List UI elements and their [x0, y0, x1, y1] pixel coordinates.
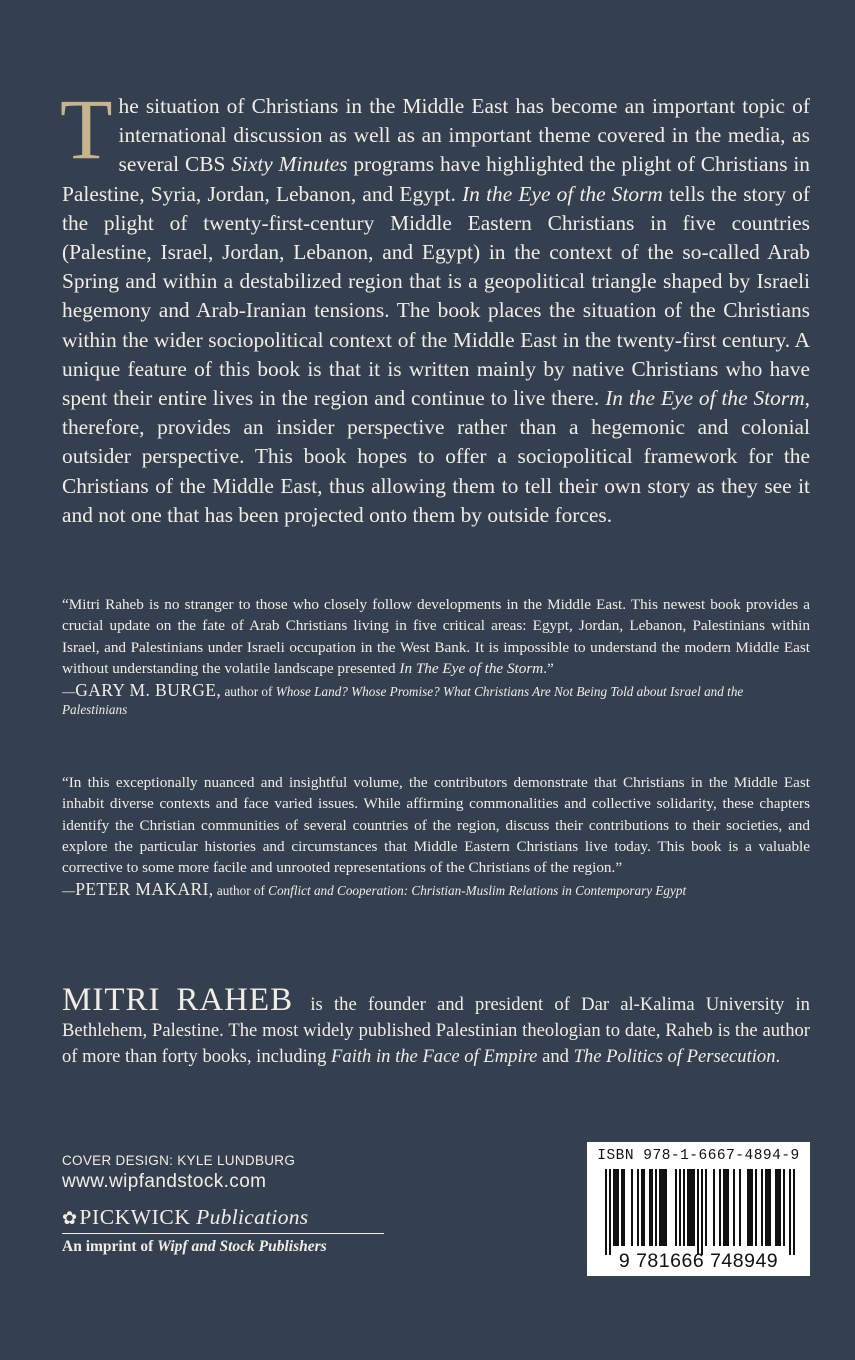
text-segment: Sixty Minutes: [231, 152, 348, 177]
endorsement-makari: [62, 772, 810, 900]
barcode-bar: [701, 1169, 703, 1255]
barcode-bar: [723, 1169, 725, 1246]
barcode-bar: [609, 1169, 611, 1255]
barcode-bar: [727, 1169, 729, 1246]
barcode-bar: [779, 1169, 781, 1246]
barcode-bar: [697, 1169, 699, 1255]
barcode-bar: [637, 1169, 639, 1246]
text-segment: “In this exceptionally nuanced and insightful volume, the contributors demonstrate that Christians in the Middle East inhabit diverse contexts and face varied issues. While affirming commonalities and collective solidarity, these chapters identify the Christian communities of several countries of the region, discuss their contributions to their societies, and explore the particular histories and circumstances that Middle Eastern Christians live today. This book is a valuable corrective to some more facile and unrooted representations of the Christians of the region.”: [62, 774, 810, 877]
barcode-bar: [691, 1169, 693, 1246]
endorsement-burge: [62, 594, 810, 719]
text-segment: .: [775, 1046, 781, 1068]
text-segment: programs have highlighted the plight of Christians in Palestine, Syria, Jordan, Lebanon, and Egypt.: [62, 152, 810, 206]
text-segment: In the Eye of the Storm: [605, 386, 805, 411]
endorsement-attribution: [62, 880, 810, 900]
attribution-dash: —: [62, 684, 76, 700]
text-segment: he situation of Christians in the Middle East has become an important topic of international discussion as well as an important theme covered in the media, as several CBS: [118, 94, 810, 177]
barcode-bar: [675, 1169, 677, 1246]
attribution-dash: —: [62, 883, 76, 899]
barcode-bar: [631, 1169, 633, 1246]
barcode-bar: [713, 1169, 715, 1246]
imprint-line: [62, 1238, 327, 1256]
author-name: MITRI RAHEB: [62, 982, 294, 1018]
barcode-bar: [733, 1169, 735, 1246]
barcode-bar: [615, 1169, 617, 1246]
endorsement-text: [62, 594, 810, 679]
barcode-bar: [663, 1169, 665, 1246]
barcode-bar: [617, 1169, 619, 1246]
text-segment: and: [537, 1046, 574, 1068]
endorser-work: Whose Land? Whose Promise? What Christians Are Not Being Told about Israel and the Palestinians: [62, 684, 744, 718]
barcode-bar: [605, 1169, 607, 1255]
barcode-bar: [661, 1169, 663, 1246]
barcode-bar: [725, 1169, 727, 1246]
barcode-bar: [679, 1169, 681, 1246]
back-cover-blurb: [60, 81, 810, 530]
leaf-icon: ✿: [62, 1208, 78, 1228]
text-segment: In The Eye of the Storm: [399, 659, 544, 677]
barcode-bar: [767, 1169, 769, 1246]
endorser-name: PETER MAKARI,: [75, 879, 214, 900]
publisher-name-caps: PICKWICK: [79, 1205, 191, 1229]
endorsement-attribution: [62, 681, 810, 719]
barcode-bar: [689, 1169, 691, 1246]
endorser-role: author of: [221, 684, 276, 700]
barcode-bar: [751, 1169, 753, 1246]
publisher-name-italic: Publications: [190, 1205, 309, 1229]
barcode-bar: [665, 1169, 667, 1246]
cover-design-credit: COVER DESIGN: KYLE LUNDBURG: [62, 1153, 296, 1168]
barcode-bar: [747, 1169, 749, 1246]
endorser-role: author of: [213, 883, 269, 899]
barcode-bar: [683, 1169, 685, 1246]
barcode-bar: [739, 1169, 741, 1246]
barcode-bar: [719, 1169, 721, 1246]
text-segment: tells the story of the plight of twenty-first-century Middle Eastern Christians in five countries (Palestine, Israel, Jordan, Lebanon, and Egypt) in the context of the so-called Arab Spring and within a destabilized region that is a geopolitical triangle shaped by Israeli hegemony and Arab-Iranian tensions. The book places the situation of the Christians within the wider sociopolitical context of the Middle East in the twenty-first century. A unique feature of this book is that it is written mainly by native Christians who have spent their entire lives in the region and continue to live there.: [62, 181, 810, 411]
barcode-bar: [775, 1169, 777, 1246]
barcode-bar: [705, 1169, 707, 1246]
barcode-bar: [621, 1169, 623, 1246]
text-segment: , therefore, provides an insider perspective rather than a hegemonic and colonial outsider perspective. This book hopes to offer a sociopolitical framework for the Christians of the Middle East, thus allowing them to tell their own story as they see it and not one that has been projected onto them by outside forces.: [62, 386, 810, 527]
imprint-prefix: An imprint of: [62, 1238, 158, 1255]
publisher-website: www.wipfandstock.com: [62, 1171, 267, 1192]
barcode-bar: [783, 1169, 785, 1246]
barcode-bar: [777, 1169, 779, 1246]
text-segment: Faith in the Face of Empire: [331, 1046, 538, 1068]
barcode-bar: [769, 1169, 771, 1246]
blurb-text: [60, 81, 810, 527]
barcode-bar: [659, 1169, 661, 1246]
barcode-bar: [755, 1169, 757, 1246]
drop-cap: T: [60, 81, 113, 177]
barcode-bar: [643, 1169, 645, 1246]
endorser-work: Conflict and Cooperation: Christian-Muslim Relations in Contemporary Egypt: [268, 883, 687, 899]
endorsement-text: [62, 772, 810, 878]
barcode-bar: [655, 1169, 657, 1246]
isbn-barcode: [587, 1142, 810, 1276]
barcode-bar: [793, 1169, 795, 1255]
barcode-bar: [761, 1169, 763, 1246]
barcode-bar: [651, 1169, 653, 1246]
ean-digits: 9 781666 748949: [618, 1250, 779, 1272]
barcode-bar: [641, 1169, 643, 1246]
barcode-bar: [749, 1169, 751, 1246]
barcode-bar: [687, 1169, 689, 1246]
text-segment: The Politics of Persecution: [573, 1046, 776, 1068]
barcode-bar: [623, 1169, 625, 1246]
text-segment: is the founder and president of Dar al-Kalima University in Bethlehem, Palestine. The most widely published Palestinian theologian to date, Raheb is the author of more than forty books, including: [62, 994, 810, 1068]
barcode-bar: [765, 1169, 767, 1246]
barcode-bar: [693, 1169, 695, 1246]
barcode-bar: [789, 1169, 791, 1255]
publisher-logo: [62, 1205, 384, 1234]
text-segment: “Mitri Raheb is no stranger to those who closely follow developments in the Middle East. This newest book provides a crucial update on the fate of Arab Christians living in five critical areas: Egypt, Jordan, Lebanon, Palestinians within Israel, and Palestinians under Israeli occupation in the West Bank. It is impossible to understand the modern Middle East without understanding the volatile landscape presented: [62, 596, 810, 677]
barcode-bar: [649, 1169, 651, 1246]
text-segment: .”: [543, 659, 554, 677]
endorser-name: GARY M. BURGE,: [75, 680, 222, 701]
barcode-bar: [613, 1169, 615, 1246]
text-segment: In the Eye of the Storm: [462, 181, 663, 206]
author-bio: [62, 982, 810, 1071]
isbn-label: ISBN 978-1-6667-4894-9: [597, 1148, 800, 1164]
imprint-name: Wipf and Stock Publishers: [157, 1238, 327, 1255]
